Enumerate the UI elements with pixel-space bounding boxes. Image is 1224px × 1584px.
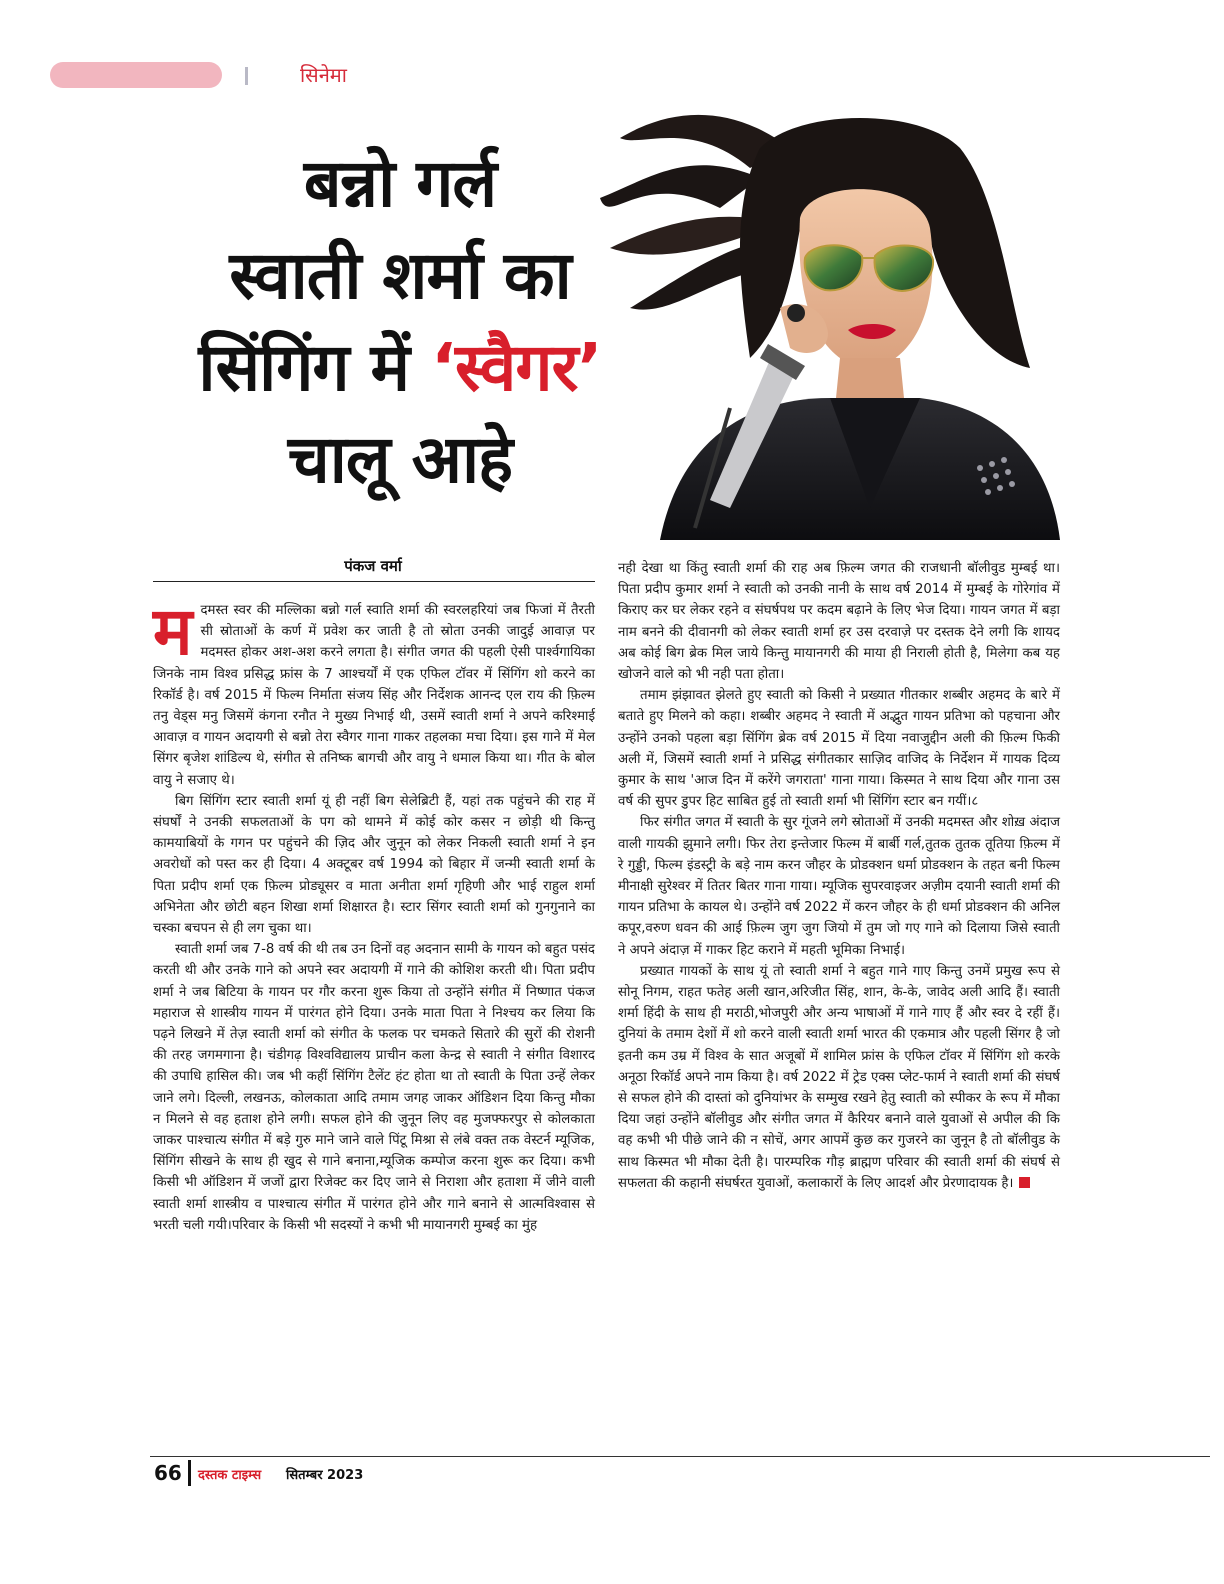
section-tab-decoration [50, 62, 222, 88]
article-paragraph: स्वाती शर्मा जब 7-8 वर्ष की थी तब उन दिनों वह अदनान सामी के गायन को बहुत पसंद करती थी और उनके गाने को अपने स्वर अदायगी में गाने की कोशिश करती थी। पिता प्रदीप शर्मा ने जब बिटिया के गायन पर गौर करना शुरू किया तो उन्होंने संगीत में निष्णात पंकज महाराज से शास्त्रीय गायन में पारंगत होने दिया। उनके माता पिता ने निश्चय कर लिया कि पढ़ने लिखने में तेज़ स्वाती शर्मा को संगीत के फलक पर चमकते सितारे की सुरों की रोशनी की तरह जगमगाना है। चंडीगढ़ विश्वविद्यालय प्राचीन कला केन्द्र से स्वाती ने संगीत विशारद की उपाधि हासिल की। जब भी कहीं सिंगिंग टैलेंट हंट होता था तो स्वाती के पिता उन्हें लेकर जाने लगे। दिल्ली, लखनऊ, कोलकाता आदि तमाम जगह जाकर ऑडिशन दिया किन्तु मौका न मिलने से वह हताश होने लगी। सफल होने की जुनून लिए वह मुजफ्फरपुर से कोलकाता जाकर पाश्चात्य संगीत में बड़े गुरु माने जाने वाले पिंटू मिश्रा से लंबे वक्त तक वेस्टर्न म्यूजिक, सिंगिंग सीखने के साथ ही खुद से गाने बनाना,म्यूजिक कम्पोज करना शुरू कर दिया। कभी किसी भी ऑडिशन में जजों द्वारा रिजेक्ट कर दिए जाने से निराशा और हताशा में जीने वाली स्वाती शर्मा शास्त्रीय व पाश्चात्य संगीत में पारंगत होने और गाने बनाने से आत्मविश्वास से भरती चली गयी।परिवार के किसी भी सदस्यों ने कभी भी मायानगरी मुम्बई का मुंह [153, 942, 595, 1233]
page-number: 66 [154, 1461, 182, 1485]
end-mark [1019, 1177, 1030, 1188]
section-divider [245, 67, 248, 85]
article-column-1 [153, 593, 595, 1236]
headline-line-4: चालू आहे [287, 421, 513, 498]
byline-rule [153, 581, 595, 582]
section-label: सिनेमा [300, 63, 347, 87]
singer-photo-illustration [600, 108, 1060, 540]
headline-line-3 [150, 322, 650, 414]
headline [150, 138, 650, 506]
article-paragraph: फिर संगीत जगत में स्वाती के सुर गूंजने लगे स्रोताओं में उनकी मदमस्त और शोख़ अंदाज वाली गायकी झुमाने लगी। फिर तेरा इन्तेजार फिल्म में बार्बी गर्ल,तुतक तुतक तूतिया फ़िल्म में रे गुड्डी, फिल्म इंडस्ट्री के बड़े नाम करन जौहर के प्रोडक्शन धर्मा प्रोडक्शन के तहत बनी फिल्म मीनाक्षी सुरेश्वर में तितर बितर गाना गाया। म्यूजिक सुपरवाइजर अज़ीम दयानी स्वाती शर्मा की गायन प्रतिभा के कायल थे। उन्होंने वर्ष 2022 में करन जौहर के ही धर्मा प्रोडक्शन की अनिल कपूर,वरुण धवन की आई फ़िल्म जुग जुग जियो में तुम जो गए गाने को दिलाया जिसे स्वाती ने अपने अंदाज़ में गाकर हिट कराने में महती भूमिका निभाई। [618, 815, 1060, 958]
singer-photo [600, 108, 1060, 540]
headline-highlight: ‘स्वैगर’ [430, 329, 602, 406]
article-paragraph [618, 961, 1060, 1194]
drop-cap: म [153, 593, 193, 670]
paragraph-text: प्रख्यात गायकों के साथ यूं तो स्वाती शर्मा ने बहुत गाने गाए किन्तु उनमें प्रमुख रूप से सोनू निगम, राहत फतेह अली खान,अरिजीत सिंह, शान, के-के, जावेद अली आदि हैं। स्वाती शर्मा हिंदी के साथ ही मराठी,भोजपुरी और अन्य भाषाओं में गाने गाए हैं और स्वर दे रहीं हैं। दुनियां के तमाम देशों में शो करने वाली स्वाती शर्मा भारत की एकमात्र और पहली सिंगर है जो इतनी कम उम्र में विश्व के सात अजूबों में शामिल फ्रांस के एफिल टॉवर में सिंगिंग शो करके अनूठा रिकॉर्ड अपने नाम किया है। वर्ष 2022 में ट्रेड एक्स प्लेट-फार्म ने स्वाती शर्मा की संघर्ष से सफल होने की दास्तां को दुनियांभर के सम्मुख रखने हेतु स्वाती को स्पीकर के रूप में मौका दिया जहां उन्होंने बॉलीवुड और संगीत जगत में कैरियर बनाने वाले युवाओं से अपील की कि वह कभी भी पीछे जाने की न सोचें, अगर आपमें कुछ कर गुजरने का जुनून है तो बॉलीवुड के साथ किस्मत भी मौका देती है। पारम्परिक गौड़ ब्राह्मण परिवार की स्वाती शर्मा की संघर्ष से सफलता की कहानी संघर्षरत युवाओं, कलाकारों के लिए आदर्श और प्रेरणादायक है। [618, 963, 1060, 1191]
article-paragraph: तमाम झंझावत झेलते हुए स्वाती को किसी ने प्रख्यात गीतकार शब्बीर अहमद के बारे में बताते हुए मिलने को कहा। शब्बीर अहमद ने स्वाती में अद्भुत गायन प्रतिभा को पहचाना और उन्होंने उनको पहला बड़ा सिंगिंग ब्रेक वर्ष 2015 में दिया नवाजुद्दीन अली की फ़िल्म फिकी अली में, जिसमें स्वाती शर्मा ने प्रसिद्ध संगीतकार साज़िद वाजिद के निर्देशन में गायक दिव्य कुमार के साथ 'आज दिन में करेंगे जगराता' गाना गाया। किस्मत ने साथ दिया और गाना उस वर्ष की सुपर डुपर हिट साबित हुई तो स्वाती शर्मा भी सिंगिंग स्टार बन गयीं।८ [618, 688, 1060, 810]
article-paragraph: नही देखा था किंतु स्वाती शर्मा की राह अब फ़िल्म जगत की राजधानी बॉलीवुड मुम्बई था। पिता प्रदीप कुमार शर्मा ने स्वाती को उनकी नानी के साथ वर्ष 2014 में मुम्बई के गोरेगांव में किराए कर घर लेकर रहने व संघर्षपथ पर कदम बढ़ाने के लिए भेज दिया। गायन जगत में बड़ा नाम बनने की दीवानगी को लेकर स्वाती शर्मा हर उस दरवाज़े पर दस्तक देने लगी कि शायद अब कोई बिग ब्रेक मिल जाये किन्तु मायानगरी की माया ही निराली होती है, मिलेगा कब यह खोजने वाले को भी नही पता होता। [618, 561, 1060, 683]
article-paragraph [153, 593, 595, 791]
headline-line-1: बन्नो गर्ल [303, 145, 497, 222]
byline-author: पंकज वर्मा [344, 557, 402, 575]
article-paragraph: बिग सिंगिंग स्टार स्वाती शर्मा यूं ही नहीं बिग सेलेब्रिटी हैं, यहां तक पहुंचने की राह में संघर्षों ने उनकी सफलताओं के पग को थामने में कोई कोर कसर न छोड़ी थी किन्तु कामयाबियों के गगन पर पहुंचने की ज़िद और जुनून को लेकर निकली स्वाती शर्मा ने इन अवरोधों को पस्त कर ही दिया। 4 अक्टूबर वर्ष 1994 को बिहार में जन्मी स्वाती शर्मा के पिता प्रदीप शर्मा एक फ़िल्म प्रोड्यूसर व माता अनीता शर्मा गृहिणी और भाई राहुल शर्मा अभिनेता और छोटी बहन शिखा शर्मा शिक्षारत है। स्टार सिंगर स्वाती शर्मा को गुनगुनाने का चस्का बचपन से ही लग चुका था। [153, 793, 595, 937]
footer-divider [188, 1460, 191, 1486]
paragraph-text: दमस्त स्वर की मल्लिका बन्नो गर्ल स्वाति शर्मा की स्वरलहरियां जब फिजां में तैरती सी स्रोताओं के कर्ण में प्रवेश कर जाती है तो स्रोता उनकी जादुई आवाज़ पर मदमस्त होकर अश-अश करने लगता है। संगीत जगत की पहली ऐसी पार्श्वगायिका जिनके नाम विश्व प्रसिद्ध फ्रांस के 7 आश्चर्यों में एक एफिल टॉवर में सिंगिंग शो करने का रिकॉर्ड है। वर्ष 2015 में फिल्म निर्माता संजय सिंह और निर्देशक आनन्द एल राय की फ़िल्म तनु वेड्स मनु जिसमें कंगना रनौत ने मुख्य निभाई थी, उसमें स्वाती शर्मा ने अपने करिश्माई आवाज़ व गायन अदायगी से बन्नो तेरा स्वैगर गाना गाकर तहलका मचा दिया। इस गाने में मेल सिंगर बृजेश शांडिल्य थे, संगीत से तनिष्क बागची और वायु ने धमाल किया था। गीत के बोल वायु ने सजाए थे। [153, 603, 595, 788]
footer-rule [150, 1456, 1210, 1457]
issue-date: सितम्बर 2023 [286, 1468, 364, 1483]
headline-line-2: स्वाती शर्मा का [229, 237, 571, 314]
publication-name: दस्तक टाइम्स [198, 1468, 262, 1483]
headline-line-3-text: सिंगिंग में [198, 329, 431, 406]
article-column-2 [618, 558, 1060, 1194]
